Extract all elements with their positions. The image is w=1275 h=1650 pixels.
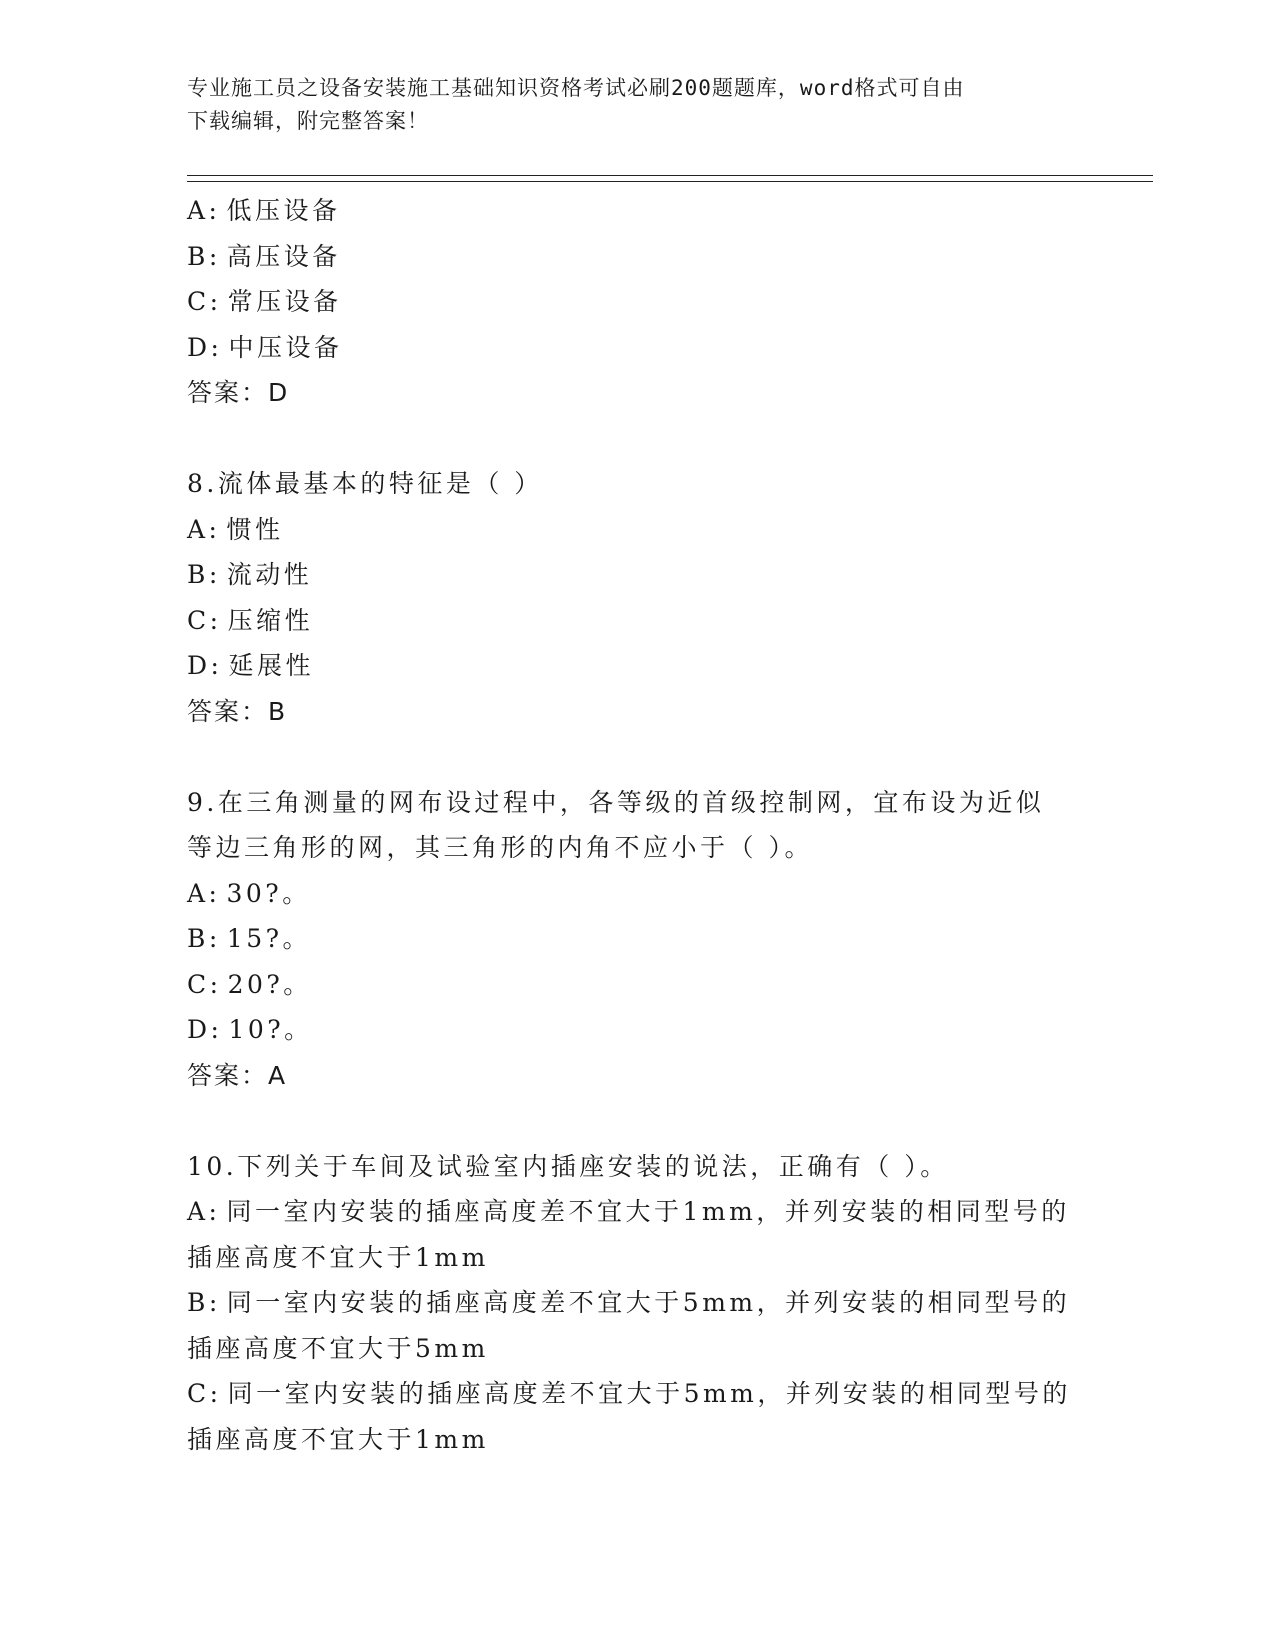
header-rule-bottom: [187, 181, 1153, 182]
q10-option-a-text-1: 同一室内安装的插座高度差不宜大于1mm，并列安装的相同型号的: [226, 1197, 1070, 1226]
q7-option-b: B: 高压设备: [187, 241, 341, 271]
q10-option-a-label: A:: [187, 1197, 221, 1226]
q10-title: 10.下列关于车间及试验室内插座安装的说法，正确有（ ）。: [187, 1151, 949, 1181]
question-9: [187, 780, 1087, 1099]
spacer: [187, 734, 1087, 780]
document-header: [187, 72, 1077, 138]
spacer: [187, 1098, 1087, 1144]
q10-option-a-text-2: 插座高度不宜大于1mm: [187, 1242, 489, 1272]
q7-option-c: C: 常压设备: [187, 287, 342, 316]
q8-option-a: A: 惯性: [187, 514, 284, 544]
q8-title: 8.流体最基本的特征是（ ）: [187, 469, 543, 498]
q7-option-a: A: 低压设备: [187, 196, 341, 225]
header-line-2: 下载编辑，附完整答案！: [187, 109, 429, 133]
q8-answer: 答案：B: [187, 696, 288, 726]
q10-option-a: [187, 1189, 1087, 1280]
q7-answer: 答案：D: [187, 378, 290, 407]
q9-option-c: C: 20?。: [187, 969, 312, 999]
question-10: [187, 1144, 1087, 1463]
question-8: [187, 461, 1087, 734]
q8-option-c: C: 压缩性: [187, 605, 314, 635]
header-rule-top: [187, 175, 1153, 176]
q9-option-a: A: 30?。: [187, 878, 311, 908]
q9-option-d: D: 10?。: [187, 1015, 313, 1044]
q8-option-d: D: 延展性: [187, 651, 314, 680]
q9-option-b: B: 15?。: [187, 924, 312, 953]
q9-answer: 答案：A: [187, 1060, 288, 1090]
q8-option-b: B: 流动性: [187, 560, 313, 589]
q10-option-c: [187, 1371, 1087, 1462]
q10-option-b: [187, 1280, 1087, 1371]
question-content: [187, 188, 1087, 1462]
q10-option-c-label: C:: [187, 1379, 222, 1408]
question-7: [187, 188, 1087, 416]
spacer: [187, 416, 1087, 462]
q9-title-line-2: 等边三角形的网，其三角形的内角不应小于（ ）。: [187, 833, 813, 862]
q10-option-b-text-1: 同一室内安装的插座高度差不宜大于5mm，并列安装的相同型号的: [226, 1288, 1071, 1317]
header-line-1: 专业施工员之设备安装施工基础知识资格考试必刷200题题库，word格式可自由: [187, 76, 965, 100]
q10-option-b-text-2: 插座高度不宜大于5mm: [187, 1333, 489, 1363]
q10-option-b-label: B:: [187, 1288, 221, 1317]
q9-title-line-1: 9.在三角测量的网布设过程中，各等级的首级控制网，宜布设为近似: [187, 787, 1045, 817]
q10-option-c-text-2: 插座高度不宜大于1mm: [187, 1424, 489, 1454]
q7-option-d: D: 中压设备: [187, 332, 343, 362]
q10-option-c-text-1: 同一室内安装的插座高度差不宜大于5mm，并列安装的相同型号的: [227, 1379, 1071, 1408]
